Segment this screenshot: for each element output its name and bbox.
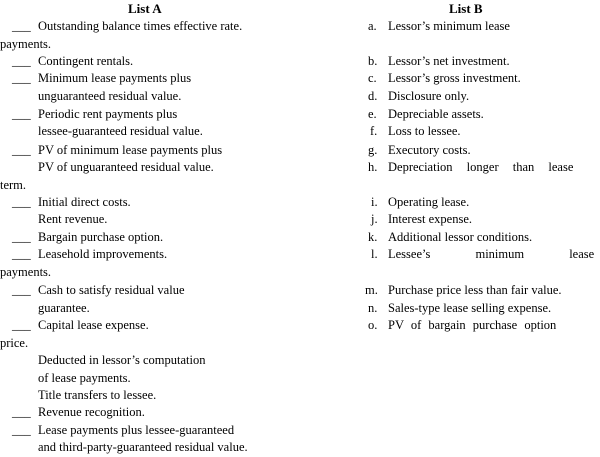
list-a-item: Leasehold improvements. [38, 247, 168, 261]
answer-blank[interactable]: ___ [12, 71, 31, 85]
list-a-item: payments. [0, 37, 52, 51]
list-a-item: Capital lease expense. [38, 318, 149, 332]
list-b-letter: m. [365, 283, 378, 297]
list-b-letter: f. [370, 124, 378, 138]
list-b-item: Lessee’s minimum lease [388, 247, 595, 261]
list-a-item: lessee-guaranteed residual value. [38, 124, 203, 138]
list-b-letter: e. [368, 107, 377, 121]
answer-blank[interactable]: ___ [12, 405, 31, 419]
list-a-item: Revenue recognition. [38, 405, 145, 419]
list-b-letter: k. [368, 230, 378, 244]
list-a-item: Bargain purchase option. [38, 230, 164, 244]
list-b-letter: o. [368, 318, 378, 332]
list-b-item: Lessor’s minimum lease [388, 19, 510, 33]
answer-blank[interactable]: ___ [12, 230, 31, 244]
list-a-item: guarantee. [38, 301, 90, 315]
list-a-item: Cash to satisfy residual value [38, 283, 185, 297]
list-b-letter: n. [368, 301, 378, 315]
list-a-item: Outstanding balance times effective rate. [38, 19, 243, 33]
list-b-letter: l. [371, 247, 378, 261]
list-b-item: Purchase price less than fair value. [388, 283, 562, 297]
list-b-letter: a. [368, 19, 377, 33]
list-b-letter: d. [368, 89, 378, 103]
answer-blank[interactable]: ___ [12, 283, 31, 297]
list-b-item: Executory costs. [388, 143, 471, 157]
list-b-letter: j. [371, 212, 378, 226]
list-a-item: price. [0, 336, 29, 350]
list-b-item: Interest expense. [388, 212, 472, 226]
answer-blank[interactable]: ___ [12, 107, 31, 121]
answer-blank[interactable]: ___ [12, 423, 31, 437]
answer-blank[interactable]: ___ [12, 195, 31, 209]
list-b-item: PV of bargain purchase option [388, 318, 557, 332]
list-a-item: and third-party-guaranteed residual value. [38, 440, 248, 454]
list-b-letter: b. [368, 54, 378, 68]
list-a-item: Rent revenue. [38, 212, 108, 226]
list-b-item: Additional lessor conditions. [388, 230, 533, 244]
answer-blank[interactable]: ___ [12, 143, 31, 157]
list-a-item: Lease payments plus lessee-guaranteed [38, 423, 235, 437]
list-a-item: Contingent rentals. [38, 54, 134, 68]
list-a-item: PV of minimum lease payments plus [38, 143, 223, 157]
list-a-item: term. [0, 178, 27, 192]
list-a-item: Minimum lease payments plus [38, 71, 192, 85]
list-b-heading: List B [449, 1, 483, 16]
list-b-item: Depreciation longer than lease [388, 160, 574, 174]
answer-blank[interactable]: ___ [12, 247, 31, 261]
list-b-item: Loss to lessee. [388, 124, 461, 138]
list-b-letter: i. [371, 195, 378, 209]
list-a-item: Initial direct costs. [38, 195, 131, 209]
answer-blank[interactable]: ___ [12, 19, 31, 33]
list-a-heading: List A [128, 1, 162, 16]
list-a-item: Title transfers to lessee. [38, 388, 157, 402]
list-b-item: Operating lease. [388, 195, 470, 209]
list-b-letter: c. [368, 71, 377, 85]
list-b-letter: g. [368, 143, 378, 157]
answer-blank[interactable]: ___ [12, 54, 31, 68]
list-a-item: Deducted in lessor’s computation [38, 353, 206, 367]
list-b-letter: h. [368, 160, 378, 174]
list-a-item: unguaranteed residual value. [38, 89, 182, 103]
list-a-item: PV of unguaranteed residual value. [38, 160, 214, 174]
list-b-item: Depreciable assets. [388, 107, 484, 121]
list-b-item: Lessor’s net investment. [388, 54, 510, 68]
list-b-item: Sales-type lease selling expense. [388, 301, 552, 315]
list-a-item: payments. [0, 265, 52, 279]
list-a-item: of lease payments. [38, 371, 131, 385]
list-a-item: Periodic rent payments plus [38, 107, 178, 121]
list-b-item: Disclosure only. [388, 89, 470, 103]
list-b-item: Lessor’s gross investment. [388, 71, 521, 85]
answer-blank[interactable]: ___ [12, 318, 31, 332]
